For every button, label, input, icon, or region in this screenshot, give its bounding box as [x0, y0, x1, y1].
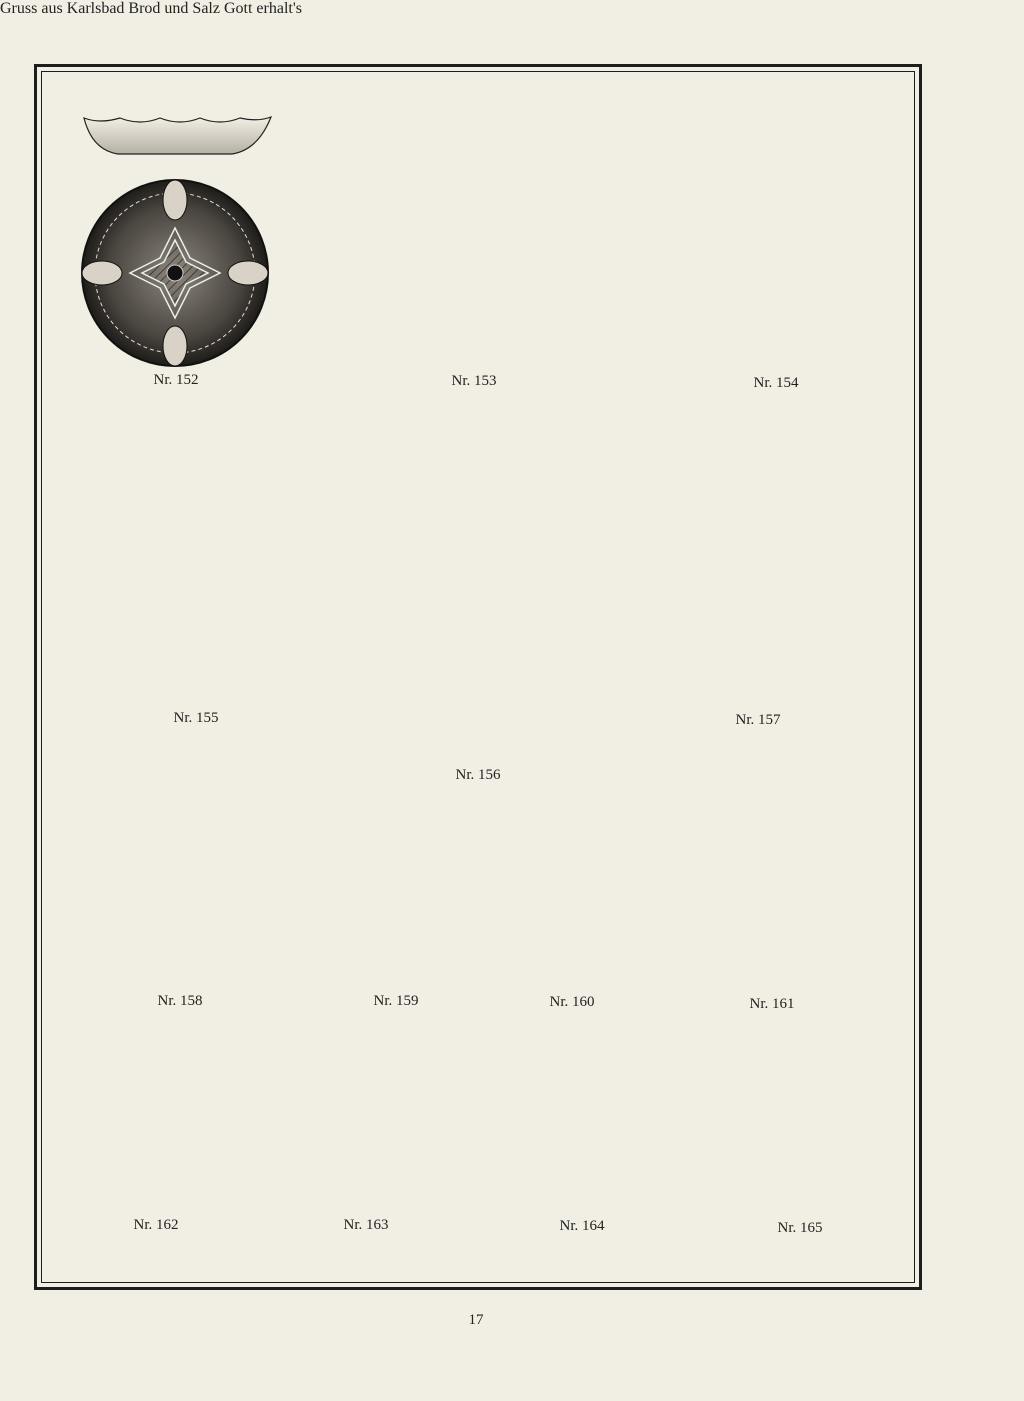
caption-nr-158: Nr. 158: [157, 993, 203, 1009]
caption-nr-165: Nr. 165: [777, 1220, 823, 1236]
caption-nr-164: Nr. 164: [559, 1218, 605, 1234]
plate-155-inscription-top: Brod und Salz: [128, 0, 220, 17]
caption-nr-155: Nr. 155: [173, 710, 219, 726]
caption-nr-153: Nr. 153: [451, 373, 497, 389]
caption-nr-161: Nr. 161: [749, 996, 795, 1012]
caption-nr-162: Nr. 162: [133, 1217, 179, 1233]
caption-nr-160: Nr. 160: [549, 994, 595, 1010]
caption-nr-163: Nr. 163: [343, 1217, 389, 1233]
caption-nr-154: Nr. 154: [753, 375, 799, 391]
caption-nr-152: Nr. 152: [153, 372, 199, 388]
page-number: 17: [468, 1312, 484, 1328]
caption-nr-156: Nr. 156: [455, 767, 501, 783]
plate-155-inscription-bottom: Gott erhalt's: [223, 0, 302, 17]
caption-nr-159: Nr. 159: [373, 993, 419, 1009]
basket-153-side-view: Gruss aus Karlsbad: [0, 0, 125, 17]
dish-152-side-view: [84, 117, 271, 154]
caption-nr-157: Nr. 157: [735, 712, 781, 728]
dish-152-top-view: [82, 180, 268, 366]
